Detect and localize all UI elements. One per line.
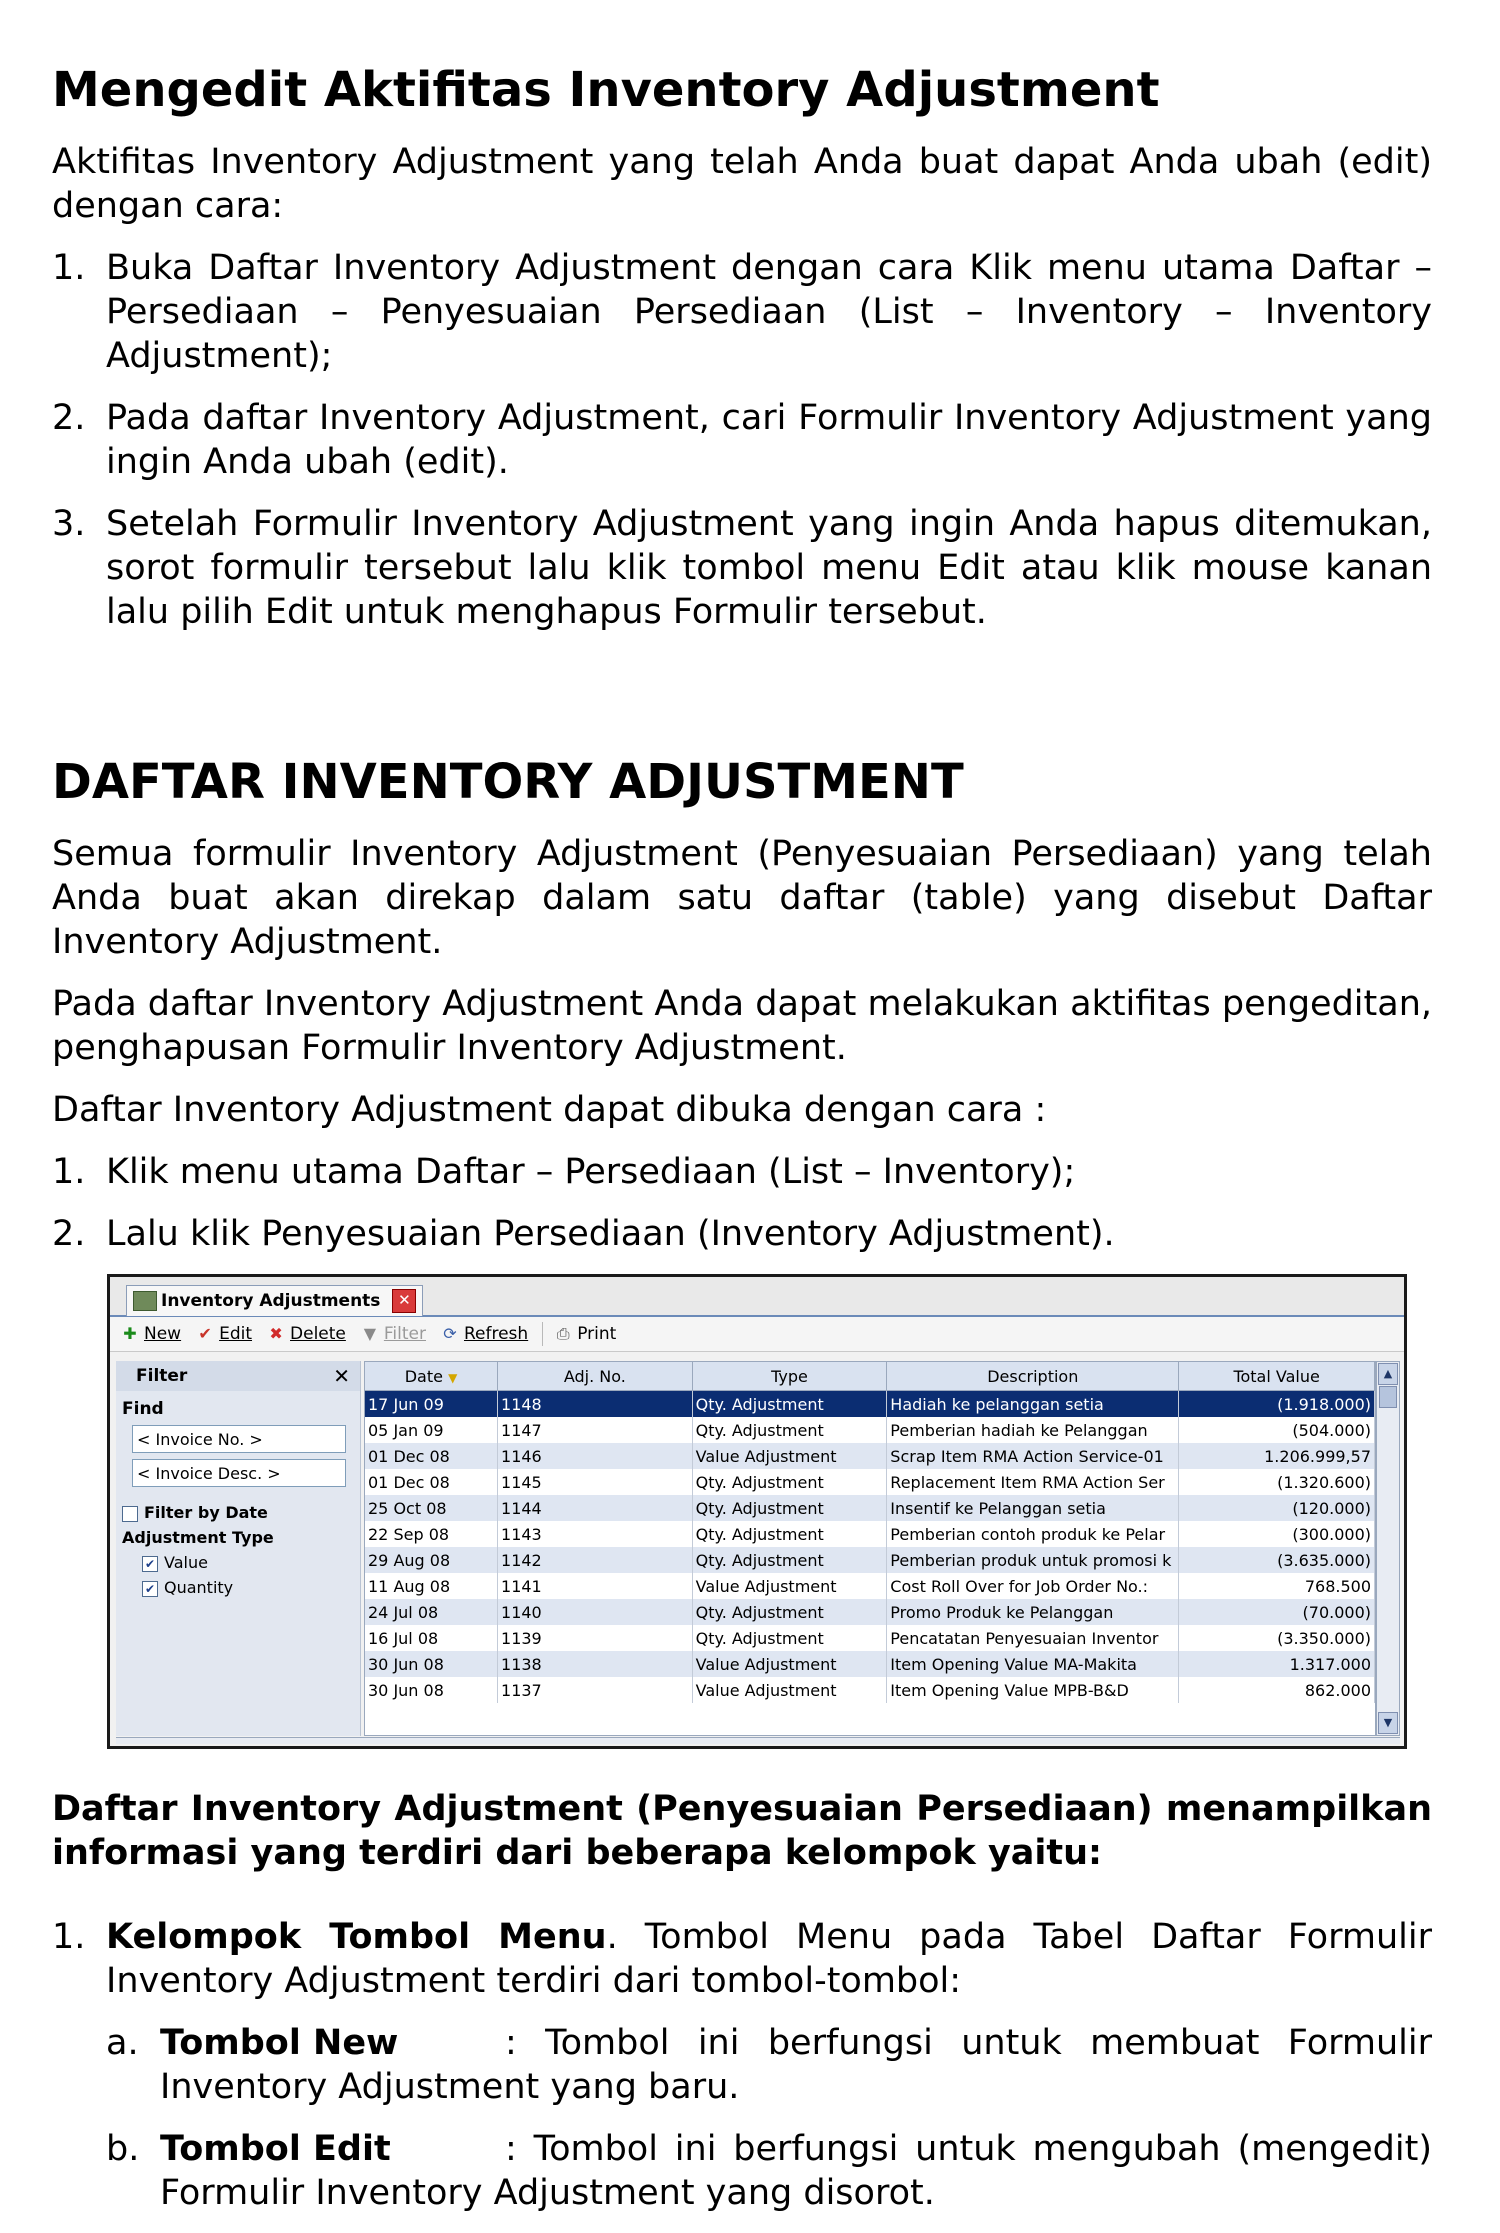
close-icon[interactable]: ✕ (392, 1289, 416, 1313)
new-label: New (144, 1324, 182, 1344)
groups-heading: Daftar Inventory Adjustment (Penyesuaian Persediaan) menampilkan informasi yang terdiri dari beberapa kelompok yaitu: (52, 1789, 1432, 1873)
cell-total-value: (504.000) (1179, 1417, 1375, 1443)
checkmark-edit-icon: ✔ (198, 1324, 212, 1343)
edit-step-3 (52, 502, 1432, 634)
cell-total-value: (1.918.000) (1179, 1391, 1375, 1418)
list-icon (133, 1291, 157, 1311)
edit-step-1 (52, 246, 1432, 378)
cell-total-value: 862.000 (1179, 1677, 1375, 1703)
cell-adj-no: 1137 (498, 1677, 693, 1703)
sort-desc-icon: ▼ (448, 1370, 458, 1385)
cell-date: 29 Aug 08 (365, 1547, 498, 1573)
cell-description: Promo Produk ke Pelanggan (887, 1599, 1179, 1625)
sub-item-text: : Tombol ini berfungsi untuk membuat Formulir Inventory Adjustment yang baru. (160, 2023, 1432, 2107)
checkbox-checked-icon: ✔ (142, 1556, 158, 1572)
print-button[interactable] (553, 1324, 616, 1344)
filter-by-date-label: Filter by Date (144, 1503, 268, 1522)
table-row[interactable] (365, 1625, 1375, 1651)
cell-adj-no: 1143 (498, 1521, 693, 1547)
table-row[interactable] (365, 1443, 1375, 1469)
cell-description: Item Opening Value MPB-B&D (887, 1677, 1179, 1703)
cell-date: 11 Aug 08 (365, 1573, 498, 1599)
cell-date: 25 Oct 08 (365, 1495, 498, 1521)
edit-label: Edit (219, 1324, 253, 1344)
column-header-adj-no[interactable]: Adj. No. (498, 1362, 693, 1391)
sub-item-text: : Tombol ini berfungsi untuk mengubah (mengedit) Formulir Inventory Adjustment yang disorot. (160, 2129, 1432, 2213)
cell-total-value: 1.317.000 (1179, 1651, 1375, 1677)
cell-description: Pemberian hadiah ke Pelanggan (887, 1417, 1179, 1443)
cell-date: 17 Jun 09 (365, 1391, 498, 1418)
cell-date: 01 Dec 08 (365, 1443, 498, 1469)
cell-date: 05 Jan 09 (365, 1417, 498, 1443)
close-filter-icon[interactable]: ✕ (333, 1364, 350, 1388)
filter-by-date-checkbox[interactable] (116, 1493, 360, 1524)
plus-icon: ✚ (123, 1324, 137, 1343)
filter-button[interactable] (360, 1324, 426, 1344)
step-number: 2. (52, 1214, 86, 1254)
daftar-paragraph-3: Daftar Inventory Adjustment dapat dibuka dengan cara : (52, 1090, 1047, 1130)
cell-adj-no: 1141 (498, 1573, 693, 1599)
cell-type: Value Adjustment (692, 1651, 887, 1677)
cell-type: Qty. Adjustment (692, 1495, 887, 1521)
cell-date: 01 Dec 08 (365, 1469, 498, 1495)
inventory-adjustments-window (107, 1274, 1407, 1749)
checkbox-unchecked-icon (122, 1506, 138, 1522)
edit-button[interactable] (195, 1324, 252, 1344)
section-title-daftar: DAFTAR INVENTORY ADJUSTMENT (52, 754, 964, 810)
filter-panel-title: Filter (136, 1366, 188, 1386)
cell-type: Qty. Adjustment (692, 1391, 887, 1418)
cell-adj-no: 1145 (498, 1469, 693, 1495)
invoice-desc-input[interactable]: < Invoice Desc. > (132, 1459, 346, 1487)
cell-total-value: (300.000) (1179, 1521, 1375, 1547)
cell-total-value: (70.000) (1179, 1599, 1375, 1625)
invoice-no-input[interactable]: < Invoice No. > (132, 1425, 346, 1453)
toolbar (110, 1317, 1404, 1352)
step-text: Pada daftar Inventory Adjustment, cari Formulir Inventory Adjustment yang ingin Anda ubah (edit). (106, 398, 1432, 482)
cell-description: Insentif ke Pelanggan setia (887, 1495, 1179, 1521)
item-text: . Tombol Menu pada Tabel Daftar Formulir Inventory Adjustment terdiri dari tombol-tombol: (106, 1917, 1432, 2001)
printer-icon: ⎙ (556, 1324, 570, 1343)
open-step-1 (52, 1150, 1432, 1194)
cell-adj-no: 1142 (498, 1547, 693, 1573)
scroll-thumb[interactable] (1379, 1386, 1397, 1408)
delete-label: Delete (290, 1324, 346, 1344)
tab-inventory-adjustments[interactable] (126, 1285, 423, 1316)
value-option-label: Value (164, 1553, 208, 1572)
cell-type: Value Adjustment (692, 1443, 887, 1469)
group-item-1 (52, 1915, 1432, 2003)
value-checkbox[interactable] (116, 1549, 360, 1574)
quantity-option-label: Quantity (164, 1578, 234, 1597)
checkbox-checked-icon: ✔ (142, 1581, 158, 1597)
sub-item-term: Tombol New (160, 2023, 399, 2063)
daftar-paragraph-1: Semua formulir Inventory Adjustment (Penyesuaian Persediaan) yang telah Anda buat akan direkap dalam satu daftar (table) yang disebut Daftar Inventory Adjustment. (52, 834, 1432, 962)
cell-description: Replacement Item RMA Action Ser (887, 1469, 1179, 1495)
cell-date: 30 Jun 08 (365, 1677, 498, 1703)
step-text: Setelah Formulir Inventory Adjustment yang ingin Anda hapus ditemukan, sorot formulir tersebut lalu klik tombol menu Edit atau klik mouse kanan lalu pilih Edit untuk menghapus Formulir tersebut. (106, 504, 1432, 632)
find-label: Find (122, 1399, 164, 1419)
cell-type: Qty. Adjustment (692, 1417, 887, 1443)
cell-total-value: (120.000) (1179, 1495, 1375, 1521)
scroll-down-icon[interactable]: ▼ (1378, 1712, 1398, 1734)
filter-panel (116, 1361, 361, 1736)
edit-step-2 (52, 396, 1432, 484)
cell-adj-no: 1146 (498, 1443, 693, 1469)
cell-adj-no: 1144 (498, 1495, 693, 1521)
horizontal-scrollbar[interactable] (116, 1737, 1400, 1744)
refresh-label: Refresh (463, 1324, 529, 1344)
vertical-scrollbar[interactable] (1376, 1361, 1400, 1736)
cell-description: Pemberian contoh produk ke Pelar (887, 1521, 1179, 1547)
cell-description: Scrap Item RMA Action Service-01 (887, 1443, 1179, 1469)
cell-total-value: 1.206.999,57 (1179, 1443, 1375, 1469)
cell-adj-no: 1147 (498, 1417, 693, 1443)
cell-total-value: 768.500 (1179, 1573, 1375, 1599)
cell-total-value: (1.320.600) (1179, 1469, 1375, 1495)
cell-description: Pemberian produk untuk promosi k (887, 1547, 1179, 1573)
step-number: 1. (52, 1152, 86, 1192)
cell-adj-no: 1148 (498, 1391, 693, 1418)
cell-total-value: (3.635.000) (1179, 1547, 1375, 1573)
refresh-icon: ⟳ (443, 1324, 457, 1343)
step-number: 2. (52, 398, 86, 438)
cell-description: Pencatatan Penyesuaian Inventor (887, 1625, 1179, 1651)
sub-item-edit (106, 2127, 1432, 2215)
cell-description: Hadiah ke pelanggan setia (887, 1391, 1179, 1418)
cell-total-value: (3.350.000) (1179, 1625, 1375, 1651)
column-header-type[interactable]: Type (692, 1362, 887, 1391)
table-row[interactable] (365, 1573, 1375, 1599)
delete-icon: ✖ (269, 1324, 283, 1343)
step-text: Lalu klik Penyesuaian Persediaan (Inventory Adjustment). (106, 1214, 1115, 1254)
table-row[interactable] (365, 1417, 1375, 1443)
table-row[interactable] (365, 1469, 1375, 1495)
column-header-date[interactable] (365, 1362, 498, 1391)
table-row[interactable] (365, 1677, 1375, 1703)
cell-adj-no: 1139 (498, 1625, 693, 1651)
quantity-checkbox[interactable] (116, 1574, 360, 1599)
document-page (52, 60, 1432, 2233)
step-text: Buka Daftar Inventory Adjustment dengan cara Klik menu utama Daftar – Persediaan – Penyesuaian Persediaan (List – Inventory – Inventory Adjustment); (106, 248, 1432, 376)
cell-type: Qty. Adjustment (692, 1599, 887, 1625)
sub-item-term: Tombol Edit (160, 2129, 391, 2169)
table-row[interactable] (365, 1521, 1375, 1547)
cell-adj-no: 1138 (498, 1651, 693, 1677)
table-row[interactable] (365, 1495, 1375, 1521)
toolbar-separator (542, 1322, 543, 1346)
cell-adj-no: 1140 (498, 1599, 693, 1625)
step-number: 1. (52, 248, 86, 288)
step-text: Klik menu utama Daftar – Persediaan (List – Inventory); (106, 1152, 1076, 1192)
delete-button[interactable] (266, 1324, 346, 1344)
adjustment-type-label: Adjustment Type (122, 1528, 274, 1547)
cell-type: Qty. Adjustment (692, 1625, 887, 1651)
section-title-edit: Mengedit Aktifitas Inventory Adjustment (52, 62, 1160, 118)
intro-paragraph: Aktifitas Inventory Adjustment yang telah Anda buat dapat Anda ubah (edit) dengan cara: (52, 142, 1432, 226)
cell-type: Value Adjustment (692, 1677, 887, 1703)
cell-date: 30 Jun 08 (365, 1651, 498, 1677)
cell-type: Qty. Adjustment (692, 1547, 887, 1573)
item-number: 1. (52, 1917, 86, 1957)
cell-type: Qty. Adjustment (692, 1521, 887, 1547)
new-button[interactable] (120, 1324, 181, 1344)
filter-label: Filter (383, 1324, 426, 1344)
print-label: Print (577, 1324, 617, 1344)
table-row[interactable] (365, 1651, 1375, 1677)
cell-date: 22 Sep 08 (365, 1521, 498, 1547)
refresh-button[interactable] (440, 1324, 528, 1344)
tab-bar (110, 1277, 1404, 1317)
cell-date: 24 Jul 08 (365, 1599, 498, 1625)
sub-item-letter: b. (106, 2129, 140, 2169)
table-header-row (365, 1362, 1375, 1391)
cell-description: Cost Roll Over for Job Order No.: (887, 1573, 1179, 1599)
column-header-description[interactable]: Description (887, 1362, 1179, 1391)
adjustments-table (364, 1361, 1376, 1736)
funnel-icon: ▼ (363, 1324, 377, 1343)
table-row[interactable] (365, 1391, 1375, 1418)
cell-description: Item Opening Value MA-Makita (887, 1651, 1179, 1677)
table-row[interactable] (365, 1547, 1375, 1573)
cell-date: 16 Jul 08 (365, 1625, 498, 1651)
table-row[interactable] (365, 1599, 1375, 1625)
column-header-label: Date (404, 1366, 443, 1386)
cell-type: Qty. Adjustment (692, 1469, 887, 1495)
sub-item-new (106, 2021, 1432, 2109)
open-step-2 (52, 1212, 1432, 1256)
sub-item-letter: a. (106, 2023, 139, 2063)
step-number: 3. (52, 504, 86, 544)
tab-title: Inventory Adjustments (161, 1291, 381, 1311)
scroll-up-icon[interactable]: ▲ (1378, 1363, 1398, 1385)
cell-type: Value Adjustment (692, 1573, 887, 1599)
daftar-paragraph-2: Pada daftar Inventory Adjustment Anda dapat melakukan aktifitas pengeditan, penghapusan Formulir Inventory Adjustment. (52, 984, 1432, 1068)
column-header-total-value[interactable]: Total Value (1179, 1362, 1375, 1391)
filter-panel-header (116, 1361, 360, 1391)
item-title: Kelompok Tombol Menu (106, 1917, 607, 1957)
